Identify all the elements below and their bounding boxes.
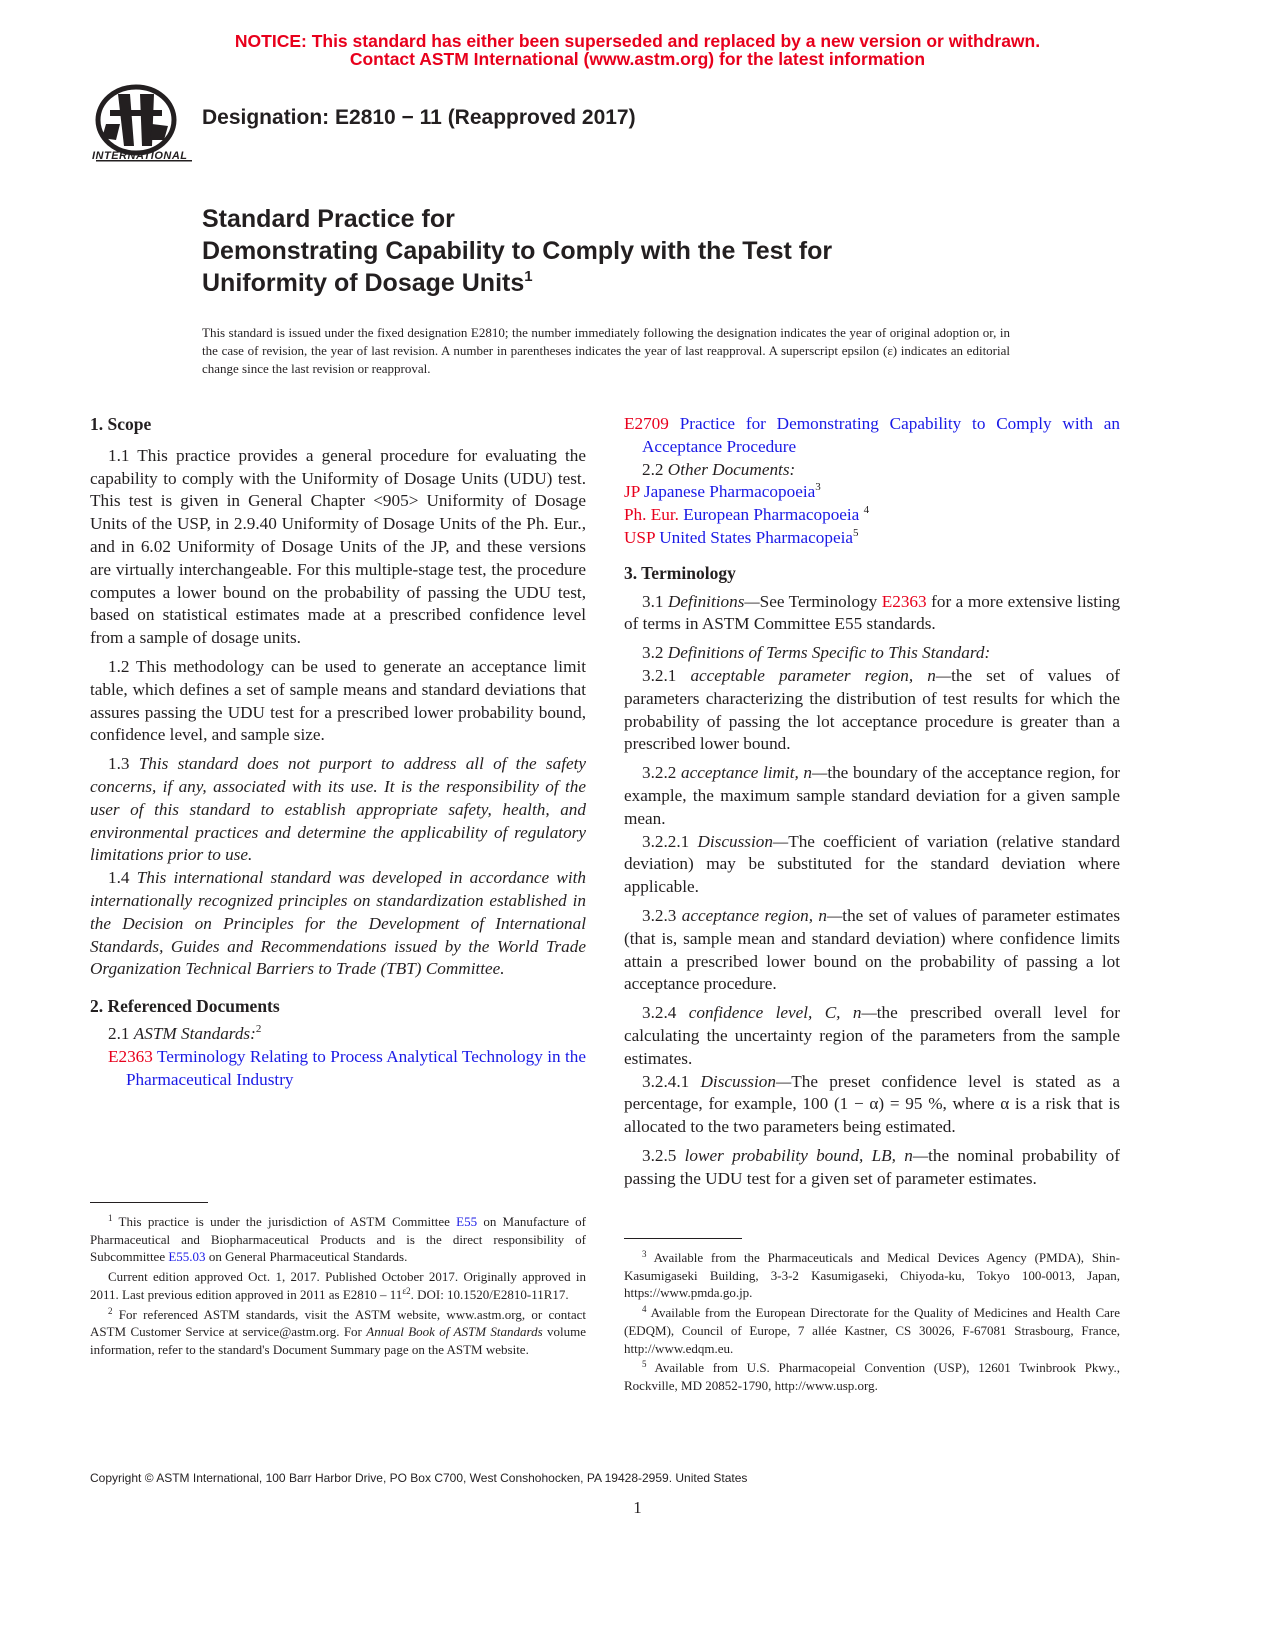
footnote-1-link-e55[interactable]: E55 xyxy=(456,1214,478,1229)
para-3-1-post: for a more extensive listing of terms in ASTM Committee E55 standards. xyxy=(624,591,1121,634)
para-3-2-2 xyxy=(624,762,1120,830)
footnote-4-ref[interactable]: 4 xyxy=(863,504,870,517)
para-1-3-text: This standard does not purport to address all of the safety concerns, if any, associated with its use. It is the responsibility of the user of this standard to establish appropriate safety, health, and environmental practices and determine the applicability of regulatory limitations prior to use. xyxy=(90,754,587,865)
title-line-3 xyxy=(202,267,832,299)
footnote-1-edition xyxy=(90,1268,586,1303)
footnote-5 xyxy=(624,1359,1120,1394)
para-2-2 xyxy=(624,459,1120,482)
para-2-1-text: ASTM Standards: xyxy=(133,1023,256,1043)
para-3-2-1 xyxy=(624,665,1120,756)
footnote-5-ref[interactable]: 5 xyxy=(852,526,859,539)
copyright-line: Copyright © ASTM International, 100 Barr Harbor Drive, PO Box C700, West Conshohocken, PA 19428-2959. United States xyxy=(90,1471,748,1485)
para-1-3-num: 1.3 xyxy=(108,754,130,774)
para-2-1-num: 2.1 xyxy=(108,1023,130,1043)
para-3-2-4-text: the prescribed overall level for calculating the uncertainty region of the parameters from the sample estimates. xyxy=(624,1003,1121,1068)
para-3-2-3-term: acceptance region, n— xyxy=(681,905,843,925)
para-3-1-pre: See Terminology xyxy=(759,591,878,611)
footnote-1-b: on Manufacture of Pharmaceutical and Biopharmaceutical Products and is the direct responsibility of Subcommittee xyxy=(90,1214,587,1265)
para-3-2-1-num: 3.2.1 xyxy=(642,665,677,685)
footnote-2-b: volume information, refer to the standard's Document Summary page on the ASTM website. xyxy=(90,1324,587,1357)
title-line-3-text: Uniformity of Dosage Units xyxy=(202,269,525,297)
para-3-2-2-term: acceptance limit, n— xyxy=(681,763,828,783)
left-column xyxy=(90,413,586,1091)
footnote-3-ref[interactable]: 3 xyxy=(815,481,821,494)
para-3-2-1-text: the set of values of parameters characterizing the distribution of test results for which the probability of passing the lot acceptance procedure is greater than a prescribed lower bound. xyxy=(624,665,1121,754)
para-3-2-5 xyxy=(624,1145,1120,1191)
para-3-2-2-1-text: The coefficient of variation (relative standard deviation) may be substituted for the standard deviation where applicable. xyxy=(624,831,1120,897)
footnote-4 xyxy=(624,1304,1120,1357)
ref-usp-title[interactable]: United States Pharmacopeia xyxy=(659,527,853,547)
para-3-1-link[interactable]: E2363 xyxy=(881,591,927,611)
footnote-1-marker: 1 xyxy=(108,1213,113,1223)
ref-e2363-title[interactable]: Terminology Relating to Process Analytical Technology in the Pharmaceutical Industry xyxy=(126,1046,586,1089)
para-3-2-5-term: lower probability bound, LB, n— xyxy=(684,1145,929,1165)
footnote-2-italic: Annual Book of ASTM Standards xyxy=(366,1324,543,1340)
ref-e2363-code[interactable]: E2363 xyxy=(108,1046,153,1066)
para-3-2-4-1 xyxy=(624,1071,1120,1139)
ref-e2709[interactable] xyxy=(624,413,1120,459)
withdrawal-notice xyxy=(0,32,1275,68)
ref-usp-code[interactable]: USP xyxy=(624,527,655,547)
para-3-2-3-num: 3.2.3 xyxy=(642,905,677,925)
title-line-1: Standard Practice for xyxy=(202,205,455,233)
para-2-1 xyxy=(90,1023,586,1046)
footnote-3-marker: 3 xyxy=(642,1249,647,1259)
footnote-1-edition-a: Current edition approved Oct. 1, 2017. Published October 2017. Originally approved in 2011. Last previous edition approved in 2011 as E2810 – 11 xyxy=(90,1269,586,1302)
ref-e2709-code[interactable]: E2709 xyxy=(624,414,669,433)
ref-jp-code[interactable]: JP xyxy=(624,482,640,502)
title-line-2: Demonstrating Capability to Comply with the Test for xyxy=(202,237,833,265)
footnote-1-link-e55-03[interactable]: E55.03 xyxy=(168,1249,206,1265)
para-3-2-1-term: acceptable parameter region, n— xyxy=(690,665,952,685)
footnote-1-edition-b: . DOI: 10.1520/E2810-11R17. xyxy=(410,1286,569,1302)
para-2-2-text: Other Documents: xyxy=(667,459,796,479)
footnote-rule-left xyxy=(90,1202,208,1203)
para-1-4-text: This international standard was developed in accordance with internationally recognized principles on standardization established in the Decision on Principles for the Development of International Standards, Guides and Recommendations issued by the World Trade Organization Technical Barriers to Trade (TBT) Committee. xyxy=(90,868,586,979)
para-3-2-4-num: 3.2.4 xyxy=(642,1003,677,1023)
ref-jp-title[interactable]: Japanese Pharmacopoeia xyxy=(643,482,816,502)
para-3-2-4-1-num: 3.2.4.1 xyxy=(642,1071,690,1091)
astm-logo xyxy=(90,80,200,172)
footnote-3 xyxy=(624,1249,1120,1302)
section-2-heading: 2. Referenced Documents xyxy=(90,996,280,1017)
para-3-2-3 xyxy=(624,905,1120,996)
para-3-2-4-1-text: The preset confidence level is stated as a percentage, for example, 100 (1 − α) = 95 %, where α is a risk that is allocated to the two parameters being estimated. xyxy=(624,1071,1120,1137)
para-2-2-num: 2.2 xyxy=(642,459,664,479)
para-3-2-4-1-term: Discussion— xyxy=(700,1071,792,1091)
para-1-3 xyxy=(90,753,586,867)
footnote-5-text: Available from U.S. Pharmacopeial Convention (USP), 12601 Twinbrook Pkwy., Rockville, MD 20852-1790, http://www.usp.org. xyxy=(624,1360,1120,1393)
footnotes-right xyxy=(624,1249,1120,1397)
ref-e2363[interactable] xyxy=(90,1046,586,1092)
footnote-2-ref[interactable]: 2 xyxy=(255,1022,262,1035)
page-number: 1 xyxy=(633,1498,642,1517)
footnote-rule-right xyxy=(624,1238,742,1239)
para-3-2 xyxy=(624,642,1120,665)
ref-ph-eur-code[interactable]: Ph. Eur. xyxy=(624,505,679,525)
para-3-2-2-num: 3.2.2 xyxy=(642,763,677,783)
document-title xyxy=(202,203,832,299)
para-3-2-4-term: confidence level, C, n— xyxy=(688,1003,877,1023)
para-3-2-5-text: the nominal probability of passing the UDU test for a given set of parameter estimates. xyxy=(624,1145,1120,1188)
para-1-4-num: 1.4 xyxy=(108,868,130,888)
para-3-2-2-1-num: 3.2.2.1 xyxy=(642,831,690,851)
footnote-3-text: Available from the Pharmaceuticals and Medical Devices Agency (PMDA), Shin-Kasumigaseki Building, 3-3-2 Kasumigaseki, Chiyoda-ku, Tokyo 100-0013, Japan, https://www.pmda.go.jp. xyxy=(624,1250,1120,1301)
footnote-2 xyxy=(90,1306,586,1359)
footnote-1-c: on General Pharmaceutical Standards. xyxy=(208,1249,408,1265)
section-1-heading: 1. Scope xyxy=(90,414,152,434)
para-3-2-2-text: the boundary of the acceptance region, for example, the maximum sample standard deviation for a given sample mean. xyxy=(624,763,1121,828)
footnote-4-text: Available from the European Directorate for the Quality of Medicines and Health Care (EDQM), Council of Europe, 7 allée Kastner, CS 30026, F-67081 Strasbourg, France, http://www.edqm.eu. xyxy=(624,1305,1120,1356)
ref-ph-eur-title[interactable]: European Pharmacopoeia xyxy=(683,505,860,525)
para-3-2-2-1 xyxy=(624,831,1120,899)
ref-e2709-title[interactable]: Practice for Demonstrating Capability to Comply with an Acceptance Procedure xyxy=(642,414,1121,456)
para-3-2-3-text: the set of values of parameter estimates (that is, sample mean and standard deviation) where confidence limits attain a prescribed lower bound on the probability of passing a lot acceptance procedure. xyxy=(624,905,1121,994)
para-3-2-2-1-term: Discussion— xyxy=(697,831,789,851)
footnote-2-a: For referenced ASTM standards, visit the ASTM website, www.astm.org, or contact ASTM Customer Service at service@astm.org. For xyxy=(90,1306,587,1340)
footnote-2-marker: 2 xyxy=(108,1305,113,1316)
para-1-4 xyxy=(90,867,586,981)
footnote-1-a: This practice is under the jurisdiction of ASTM Committee xyxy=(118,1214,450,1229)
para-3-2-text: Definitions of Terms Specific to This Standard: xyxy=(667,643,991,663)
footnote-1 xyxy=(90,1213,586,1266)
footnote-1-edition-sup: ε2 xyxy=(402,1285,411,1296)
designation: Designation: E2810 − 11 (Reapproved 2017) xyxy=(202,106,636,129)
footnote-5-marker: 5 xyxy=(642,1359,647,1370)
para-3-2-num: 3.2 xyxy=(642,643,664,663)
footnote-4-marker: 4 xyxy=(642,1304,647,1315)
logo-text: INTERNATIONAL xyxy=(92,150,188,162)
para-3-1 xyxy=(624,591,1120,637)
notice-line-2: Contact ASTM International (www.astm.org) for the latest information xyxy=(349,49,926,69)
para-1-1: 1.1 This practice provides a general procedure for evaluating the capability to comply with the Uniformity of Dosage Units (UDU) test. This test is given in General Chapter <905> Uniformity of Dosage Units of the USP, in 2.9.40 Uniformity of Dosage Units of the Ph. Eur., and in 6.02 Uniformity of Dosage Units of the JP, and these versions are virtually interchangeable. For this multiple-stage test, the procedure computes a lower bound on the probability of passing the UDU test, based on statistical estimates made at a prescribed confidence level from a sample of dosage units. xyxy=(90,445,586,648)
para-3-1-num: 3.1 xyxy=(642,591,664,611)
notice-line-1: NOTICE: This standard has either been superseded and replaced by a new version or withdrawn. xyxy=(234,31,1041,51)
para-1-2: 1.2 This methodology can be used to generate an acceptance limit table, which defines a set of sample means and standard deviations that assures passing the UDU test for a prescribed lower probability bound, confidence level, and sample size. xyxy=(90,656,586,745)
ref-usp[interactable] xyxy=(624,527,1120,550)
footnotes-left xyxy=(90,1213,586,1361)
title-footnote-ref[interactable]: 1 xyxy=(524,268,533,285)
para-3-2-4 xyxy=(624,1002,1120,1070)
ref-ph-eur[interactable] xyxy=(624,504,1120,527)
para-3-1-term: Definitions— xyxy=(668,591,760,611)
section-3-heading: 3. Terminology xyxy=(624,562,736,583)
right-column xyxy=(624,413,1120,1191)
para-3-2-5-num: 3.2.5 xyxy=(642,1145,677,1165)
issuance-statement: This standard is issued under the fixed designation E2810; the number immediately following the designation indicates the year of original adoption or, in the case of revision, the year of last revision. A number in parentheses indicates the year of last reapproval. A superscript epsilon (ε) indicates an editorial change since the last revision or reapproval. xyxy=(202,325,1010,376)
ref-jp[interactable] xyxy=(624,481,1120,504)
